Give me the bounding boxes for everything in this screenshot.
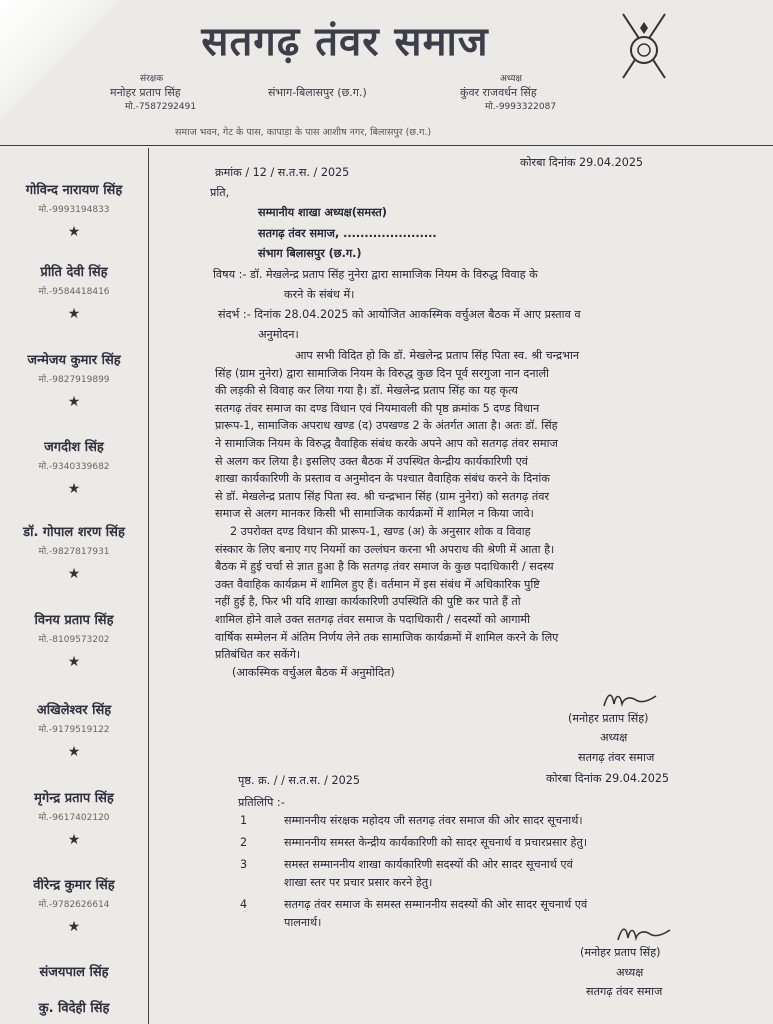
recipient-line: संभाग बिलासपुर (छ.ग.) [258,247,362,260]
member-name: विनय प्रताप सिंह [34,613,114,628]
copy-line: शाखा स्तर पर प्रचार प्रसार करने हेतु। [284,876,433,889]
star-icon: ★ [67,481,81,497]
body-line: सिंह (ग्राम नुनेरा) द्वारा सामाजिक नियम के विरुद्ध कुछ दिन पूर्व सरगुजा नान दनाली [215,366,549,380]
member-name: मृगेन्द्र प्रताप सिंह [34,791,114,806]
patron-role: संरक्षक [140,74,164,84]
emblem-icon [615,10,673,82]
star-icon: ★ [67,394,81,410]
copy-line: सम्माननीय संरक्षक महोदय जी सतगढ़ तंवर समाज की ओर सादर सूचनार्थ। [284,814,583,827]
division-label: संभाग-बिलासपुर (छ.ग.) [268,86,367,99]
copy-number: 3 [240,858,248,871]
subject-line: विषय :- डॉ. मेखलेन्द्र प्रताप सिंह नुनेरा द्वारा सामाजिक नियम के विरुद्ध विवाह के [213,268,538,281]
star-icon: ★ [67,919,81,935]
patron-block [110,72,196,114]
star-icon: ★ [67,832,81,848]
signature-org: सतगढ़ तंवर समाज [578,751,655,764]
body-line: से अलग कर लिया है। इसलिए उक्त बैठक में उपस्थित केन्द्रीय कार्यकारिणी एवं [215,454,529,468]
recipient-line: सम्मानीय शाखा अध्यक्ष(समस्त) [258,206,387,219]
header-divider [0,145,773,146]
letter-date: कोरबा दिनांक 29.04.2025 [520,156,644,169]
copy-ref: पृष्ठ. क्र. / / स.त.स. / 2025 [238,774,360,787]
president-role: अध्यक्ष [500,74,522,84]
address: समाज भवन, गेट के पास, कापाड़ा के पास आशीष नगर, बिलासपुर (छ.ग.) [175,127,432,138]
body-line: शामिल होने वाले उक्त सतगढ़ तंवर समाज के पदाधिकारी / सदस्यों को आगामी [215,613,531,626]
letterhead-title: सतगढ़ तंवर समाज [201,19,489,65]
star-icon: ★ [67,224,81,240]
body-line: नहीं हुई है, फिर भी यदि शाखा कार्यकारिणी उपस्थिति की पुष्टि कर पाते हैं तो [215,595,521,609]
body-line: से डॉ. मेखलेन्द्र प्रताप सिंह पिता स्व. श्री चन्द्रभान सिंह (ग्राम नुनेरा) को सतगढ़ तंवर [215,489,550,503]
copy-line: पालनार्थ। [284,916,322,929]
sidebar-member [0,437,148,472]
body-line: समाज से अलग मानकर किसी भी सामाजिक कार्यक्रमों में शामिल न किया जावे। [215,507,534,521]
signature-icon [614,922,674,946]
patron-phone: मो.-7587292491 [125,102,197,112]
reference-line: संदर्भ :- दिनांक 28.04.2025 को आयोजित आकस्मिक वर्चुअल बैठक में आए प्रस्ताव व [218,308,581,321]
sidebar-member [0,180,148,215]
star-icon: ★ [67,654,81,670]
star-icon: ★ [67,566,81,582]
sidebar-member [0,788,148,823]
reference-line: अनुमोदन। [258,328,299,341]
star-icon: ★ [67,744,81,760]
subject-line: करने के संबंध में। [284,288,355,301]
body-line: की लड़की से विवाह कर लिया गया है। डॉ. मेखलेन्द्र प्रताप सिंह का यह कृत्य [215,384,518,398]
copy-label: प्रतिलिपि :- [238,796,285,809]
body-line: आप सभी विदित हो कि डॉ. मेखलेन्द्र प्रताप सिंह पिता स्व. श्री चन्द्रभान [295,349,580,362]
sidebar-divider [148,148,149,1024]
member-name: जन्मेजय कुमार सिंह [27,353,121,368]
copy-number: 1 [240,814,248,827]
sidebar-member [0,875,148,910]
signature-icon [600,688,660,712]
body-line: प्रारूप-1, सामाजिक अपराध खण्ड (द) उपखण्ड 2 के अंतर्गत आता है। अतः डॉ. सिंह [215,419,558,433]
member-phone: मो.-9617402120 [38,813,110,823]
copy-number: 2 [240,836,248,849]
body-line: 2 उपरोक्त दण्ड विधान की प्रारूप-1, खण्ड (अ) के अनुसार शोक व विवाह [230,525,531,538]
member-name: डॉ. गोपाल शरण सिंह [23,525,125,540]
signature-title: अध्यक्ष [600,731,628,744]
copy-date: कोरबा दिनांक 29.04.2025 [546,772,670,785]
sidebar-member [0,350,148,385]
sidebar-member [0,998,148,1016]
sidebar-member [0,262,148,297]
sidebar-member [0,962,148,980]
signature-title: अध्यक्ष [616,966,644,979]
body-line: सतगढ़ तंवर समाज का दण्ड विधान एवं नियमावली की पृष्ठ क्रमांक 5 दण्ड विधान [215,401,540,415]
body-line: शाखा कार्यकारिणी के प्रस्ताव व अनुमोदन के पश्चात वैवाहिक संबंध करने के दिनांक [215,472,550,486]
body-line: संस्कार के लिए बनाए गए नियमों का उल्लंघन करना भी अपराध की श्रेणी में आता है। [215,542,555,556]
body-line: बैठक में हुई चर्चा से ज्ञात हुआ है कि सतगढ़ तंवर समाज के कुछ पदाधिकारी / सदस्य [215,560,554,574]
member-phone: मो.-9782626614 [38,900,110,910]
body-line: ने सामाजिक नियम के विरुद्ध वैवाहिक संबंध करके अपने आप को सतगढ़ तंवर समाज [215,437,558,450]
copy-line: समस्त सम्माननीय शाखा कार्यकारिणी सदस्यों की ओर सादर सूचनार्थ एवं [284,858,573,871]
prati: प्रति, [210,186,230,199]
member-name: संजयपाल सिंह [39,965,109,980]
sidebar-member [0,522,148,557]
member-phone: मो.-9827817931 [38,547,110,557]
president-name: कुंवर राजवर्धन सिंह [460,86,537,99]
recipient-line: सतगढ़ तंवर समाज, ...................... [258,227,437,240]
body-line: वार्षिक सम्मेलन में अंतिम निर्णय लेने तक सामाजिक कार्यक्रमों में शामिल करने के लिए [215,630,559,644]
member-phone: मो.-9584418416 [38,287,110,297]
body-line: उक्त वैवाहिक कार्यक्रम में शामिल हुए हैं। वर्तमान में इस संबंध में अधिकारिक पुष्टि [215,577,540,591]
member-phone: मो.-9827919899 [38,375,110,385]
member-phone: मो.-9993194833 [38,205,110,215]
president-block [460,72,556,114]
member-name: गोविन्द नारायण सिंह [25,183,123,198]
star-icon: ★ [67,306,81,322]
copy-line: सम्माननीय समस्त केन्द्रीय कार्यकारिणी को सादर सूचनार्थ व प्रचारप्रसार हेतु। [284,836,588,849]
member-name: कु. विदेही सिंह [38,1001,110,1016]
copy-line: सतगढ़ तंवर समाज के समस्त सम्माननीय सदस्यों की ओर सादर सूचनार्थ एवं [284,898,588,911]
patron-name: मनोहर प्रताप सिंह [110,86,181,99]
letter-ref: क्रमांक / 12 / स.त.स. / 2025 [215,166,350,179]
body-line: प्रतिबंधित कर सकेंगे। [215,648,301,662]
member-name: प्रीति देवी सिंह [40,265,108,280]
member-name: अखिलेश्वर सिंह [36,703,112,718]
body-line: (आकस्मिक वर्चुअल बैठक में अनुमोदित) [232,665,395,679]
member-phone: मो.-8109573202 [38,635,110,645]
member-name: वीरेन्द्र कुमार सिंह [33,878,115,893]
signature-org: सतगढ़ तंवर समाज [586,985,663,998]
copy-number: 4 [240,898,248,911]
sidebar-member [0,610,148,645]
member-phone: मो.-9179519122 [38,725,110,735]
sidebar-member [0,700,148,735]
member-phone: मो.-9340339682 [38,462,110,472]
president-phone: मो.-9993322087 [485,102,557,112]
signature-name: (मनोहर प्रताप सिंह) [568,712,649,725]
member-name: जगदीश सिंह [44,440,104,455]
signature-name: (मनोहर प्रताप सिंह) [580,946,661,959]
